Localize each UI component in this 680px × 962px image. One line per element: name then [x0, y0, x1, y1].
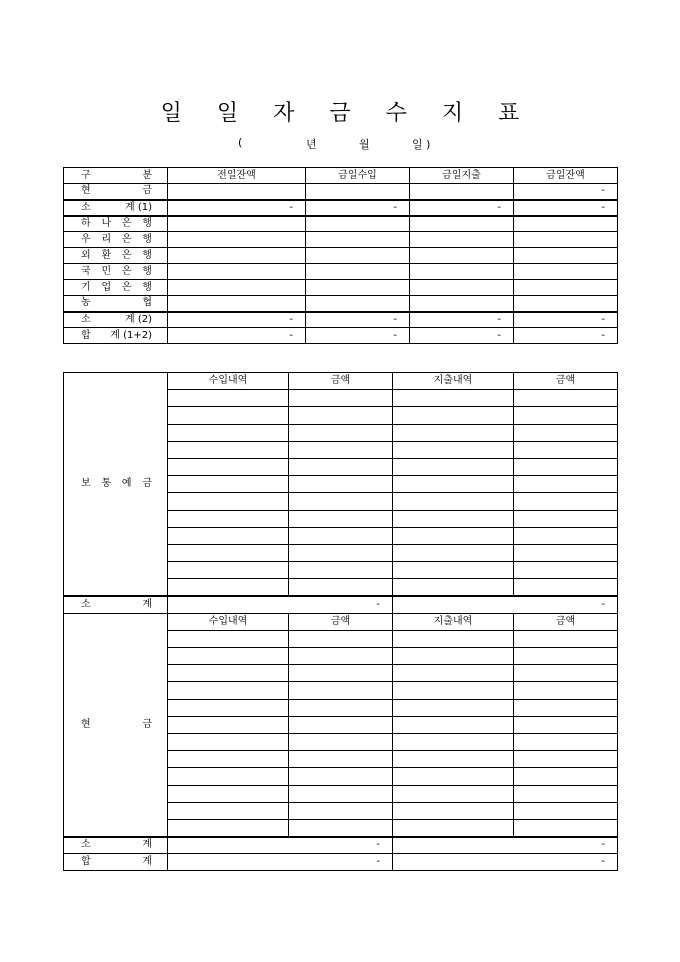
entry-cell[interactable]: [393, 785, 514, 802]
row-label: 은: [121, 233, 132, 245]
entry-cell[interactable]: [168, 544, 289, 561]
entry-cell[interactable]: [393, 648, 514, 665]
summary-row-hana-bank: [64, 216, 618, 232]
summary-row-kookmin-bank: [64, 264, 618, 280]
entry-cell[interactable]: [289, 562, 393, 579]
entry-cell[interactable]: [168, 751, 289, 768]
entry-cell[interactable]: [514, 493, 618, 510]
row-label: 합: [81, 856, 91, 868]
entry-cell[interactable]: [514, 785, 618, 802]
entry-cell[interactable]: [289, 768, 393, 785]
total-expense: -: [393, 854, 618, 871]
entry-cell[interactable]: [514, 510, 618, 527]
entry-cell[interactable]: [514, 665, 618, 682]
entry-cell[interactable]: [393, 733, 514, 750]
subtotal-expense: -: [393, 837, 618, 854]
cell-value: [168, 296, 306, 312]
section-label: 금: [142, 718, 152, 730]
entry-cell[interactable]: [289, 630, 393, 647]
row-label: 우: [81, 233, 91, 245]
deposit-header-row: [64, 373, 618, 390]
cell-value: -: [306, 328, 410, 344]
entry-cell[interactable]: [168, 699, 289, 716]
entry-cell[interactable]: [514, 562, 618, 579]
entry-cell[interactable]: [393, 390, 514, 407]
entry-cell[interactable]: [514, 630, 618, 647]
summary-row-grand-total: [64, 328, 618, 344]
entry-cell[interactable]: [168, 441, 289, 458]
col-header-expense-desc: 지출내역: [393, 613, 514, 630]
summary-row-woori-bank: [64, 232, 618, 248]
row-label: 계: [142, 839, 152, 851]
entry-cell[interactable]: [514, 716, 618, 733]
entry-cell[interactable]: [168, 733, 289, 750]
cell-value: [410, 232, 514, 248]
row-label: 민: [101, 265, 112, 277]
entry-cell[interactable]: [289, 476, 393, 493]
summary-row-subtotal-2: [64, 312, 618, 328]
row-label: 계 (1): [124, 201, 152, 213]
entry-cell[interactable]: [289, 424, 393, 441]
cash-subtotal: [64, 837, 618, 871]
col-header-amount: 금액: [514, 373, 618, 390]
cell-value: [306, 184, 410, 200]
entry-cell[interactable]: [393, 441, 514, 458]
entry-cell[interactable]: [514, 768, 618, 785]
cell-value: [410, 280, 514, 296]
entry-cell[interactable]: [514, 441, 618, 458]
row-label: 업: [101, 281, 112, 293]
entry-cell[interactable]: [168, 424, 289, 441]
entry-cell[interactable]: [289, 785, 393, 802]
entry-cell[interactable]: [393, 527, 514, 544]
date-month-label: 월: [359, 138, 370, 151]
entry-cell[interactable]: [289, 716, 393, 733]
cell-value: [514, 280, 618, 296]
entry-cell[interactable]: [393, 751, 514, 768]
cell-value: [306, 296, 410, 312]
entry-cell[interactable]: [168, 665, 289, 682]
cell-value: -: [168, 328, 306, 344]
section-label: 보: [81, 477, 91, 489]
entry-cell[interactable]: [289, 733, 393, 750]
entry-cell[interactable]: [393, 476, 514, 493]
entry-cell[interactable]: [289, 699, 393, 716]
cell-value: [514, 216, 618, 232]
row-label: 소: [81, 201, 91, 213]
section-label: 예: [121, 477, 132, 489]
entry-cell[interactable]: [393, 458, 514, 475]
cell-value: -: [306, 312, 410, 328]
entry-cell[interactable]: [289, 802, 393, 819]
entry-cell[interactable]: [168, 527, 289, 544]
cell-value: -: [168, 200, 306, 216]
cell-value: -: [514, 312, 618, 328]
summary-row-exchange-bank: [64, 248, 618, 264]
entry-cell[interactable]: [289, 407, 393, 424]
date-year-label: 년: [306, 138, 317, 151]
cell-value: [514, 296, 618, 312]
entry-cell[interactable]: [514, 407, 618, 424]
row-label: 기: [81, 281, 91, 293]
row-label: 외: [81, 249, 91, 261]
entry-cell[interactable]: [289, 527, 393, 544]
entry-cell[interactable]: [289, 493, 393, 510]
entry-cell[interactable]: [393, 665, 514, 682]
cell-value: [514, 232, 618, 248]
entry-cell[interactable]: [289, 648, 393, 665]
date-open-paren: (: [238, 136, 243, 149]
entry-cell[interactable]: [393, 716, 514, 733]
entry-cell[interactable]: [393, 699, 514, 716]
row-label: 은: [121, 265, 132, 277]
entry-cell[interactable]: [514, 476, 618, 493]
entry-cell[interactable]: [393, 510, 514, 527]
entry-cell[interactable]: [289, 441, 393, 458]
summary-row-cash: [64, 184, 618, 200]
cell-value: [306, 248, 410, 264]
col-header-amount: 금액: [289, 373, 393, 390]
entry-cell[interactable]: [289, 458, 393, 475]
cell-value: -: [514, 200, 618, 216]
entry-cell[interactable]: [514, 802, 618, 819]
entry-cell[interactable]: [168, 562, 289, 579]
entry-cell[interactable]: [289, 751, 393, 768]
col-header-amount: 금액: [514, 613, 618, 630]
entry-cell[interactable]: [289, 665, 393, 682]
row-label: 현: [81, 185, 91, 197]
cell-value: [410, 216, 514, 232]
cash-section: [64, 613, 618, 836]
cell-value: [168, 264, 306, 280]
entry-cell[interactable]: [393, 819, 514, 836]
entry-cell[interactable]: [514, 733, 618, 750]
entry-cell[interactable]: [393, 424, 514, 441]
summary-row-nonghyup: [64, 296, 618, 312]
row-label: 은: [121, 249, 132, 261]
row-label: 행: [142, 249, 152, 261]
entry-cell[interactable]: [168, 510, 289, 527]
cell-value: [410, 296, 514, 312]
row-label: 행: [142, 217, 152, 229]
cell-value: [168, 216, 306, 232]
cell-value: [168, 248, 306, 264]
cell-value: -: [514, 184, 618, 200]
deposit-subtotal: [64, 596, 618, 613]
entry-cell[interactable]: [514, 544, 618, 561]
row-label: 협: [142, 297, 152, 309]
cell-value: [410, 264, 514, 280]
header-gu: 구: [81, 169, 91, 181]
row-label: 금: [142, 185, 152, 197]
cell-value: [306, 264, 410, 280]
entry-cell[interactable]: [514, 527, 618, 544]
row-label: 행: [142, 265, 152, 277]
entry-cell[interactable]: [168, 716, 289, 733]
row-label: 리: [101, 233, 112, 245]
entry-cell[interactable]: [393, 493, 514, 510]
cell-value: [306, 280, 410, 296]
header-today-income: 금일수입: [306, 168, 410, 184]
row-label: 환: [101, 249, 112, 261]
entry-cell[interactable]: [393, 802, 514, 819]
entry-cell[interactable]: [168, 802, 289, 819]
entry-cell[interactable]: [393, 630, 514, 647]
entry-cell[interactable]: [168, 390, 289, 407]
cell-value: [514, 264, 618, 280]
entry-cell[interactable]: [168, 579, 289, 596]
cell-value: -: [168, 312, 306, 328]
row-label: 행: [142, 281, 152, 293]
cell-value: [410, 184, 514, 200]
deposit-subtotal-row: [64, 596, 618, 613]
date-line: [0, 136, 680, 152]
subtotal-expense: -: [393, 596, 618, 613]
subtotal-income: -: [168, 837, 393, 854]
col-header-income-desc: 수입내역: [168, 613, 289, 630]
cell-value: [306, 232, 410, 248]
row-label: 소: [81, 313, 91, 325]
cell-value: -: [514, 328, 618, 344]
entry-cell[interactable]: [289, 579, 393, 596]
entry-cell[interactable]: [168, 493, 289, 510]
entry-cell[interactable]: [168, 819, 289, 836]
entry-cell[interactable]: [168, 476, 289, 493]
subtotal-income: -: [168, 596, 393, 613]
cell-value: [410, 248, 514, 264]
header-today-expense: 금일지출: [410, 168, 514, 184]
entry-cell[interactable]: [393, 682, 514, 699]
entry-cell[interactable]: [514, 682, 618, 699]
entry-cell[interactable]: [168, 458, 289, 475]
row-label: 은: [121, 217, 132, 229]
row-label: 행: [142, 233, 152, 245]
entry-cell[interactable]: [393, 407, 514, 424]
entry-cell[interactable]: [289, 510, 393, 527]
header-today-balance: 금일잔액: [514, 168, 618, 184]
entry-cell[interactable]: [168, 768, 289, 785]
summary-row-ibk-bank: [64, 280, 618, 296]
section-label: 통: [101, 477, 112, 489]
detail-total-row: [64, 854, 618, 871]
row-label: 나: [101, 217, 112, 229]
cell-value: -: [410, 312, 514, 328]
cash-header-row: [64, 613, 618, 630]
col-header-amount: 금액: [289, 613, 393, 630]
cell-value: [168, 280, 306, 296]
entry-cell[interactable]: [393, 562, 514, 579]
row-label: 계: [142, 856, 152, 868]
summary-header-row: [64, 168, 618, 184]
entry-cell[interactable]: [289, 390, 393, 407]
cell-value: -: [410, 200, 514, 216]
entry-cell[interactable]: [514, 648, 618, 665]
section-label: 금: [142, 477, 152, 489]
header-bun: 분: [142, 169, 152, 181]
row-label: 소: [81, 839, 91, 851]
entry-cell[interactable]: [168, 630, 289, 647]
deposit-section: [64, 373, 618, 596]
total-income: -: [168, 854, 393, 871]
entry-cell[interactable]: [514, 699, 618, 716]
row-label: 합: [81, 329, 91, 341]
page-title: 일 일 자 금 수 지 표: [160, 101, 534, 126]
cell-value: [514, 248, 618, 264]
entry-cell[interactable]: [168, 785, 289, 802]
col-header-expense-desc: 지출내역: [393, 373, 514, 390]
row-label: 계: [142, 598, 152, 610]
row-label: 농: [81, 297, 91, 309]
summary-table: [63, 167, 618, 344]
date-day-label: 일 ): [412, 138, 431, 151]
cell-value: [168, 232, 306, 248]
entry-cell[interactable]: [514, 579, 618, 596]
row-label: 은: [121, 281, 132, 293]
entry-cell[interactable]: [393, 544, 514, 561]
entry-cell[interactable]: [168, 407, 289, 424]
summary-row-subtotal-1: [64, 200, 618, 216]
cell-value: -: [306, 200, 410, 216]
row-label: 소: [81, 598, 91, 610]
row-label: 하: [81, 217, 91, 229]
cell-value: [168, 184, 306, 200]
entry-cell[interactable]: [289, 819, 393, 836]
cash-subtotal-row: [64, 837, 618, 854]
entry-cell[interactable]: [514, 458, 618, 475]
col-header-income-desc: 수입내역: [168, 373, 289, 390]
entry-cell[interactable]: [168, 682, 289, 699]
row-label: 계 (2): [124, 313, 152, 325]
section-label: 현: [81, 718, 91, 730]
entry-cell[interactable]: [393, 579, 514, 596]
entry-cell[interactable]: [289, 544, 393, 561]
cell-value: -: [410, 328, 514, 344]
row-label: 계 (1+2): [110, 329, 152, 341]
detail-table: [63, 372, 618, 871]
row-label: 국: [81, 265, 91, 277]
entry-cell[interactable]: [514, 751, 618, 768]
entry-cell[interactable]: [168, 648, 289, 665]
header-prev-balance: 전일잔액: [168, 168, 306, 184]
entry-cell[interactable]: [289, 682, 393, 699]
cell-value: [306, 216, 410, 232]
entry-cell[interactable]: [514, 819, 618, 836]
entry-cell[interactable]: [514, 390, 618, 407]
entry-cell[interactable]: [514, 424, 618, 441]
entry-cell[interactable]: [393, 768, 514, 785]
